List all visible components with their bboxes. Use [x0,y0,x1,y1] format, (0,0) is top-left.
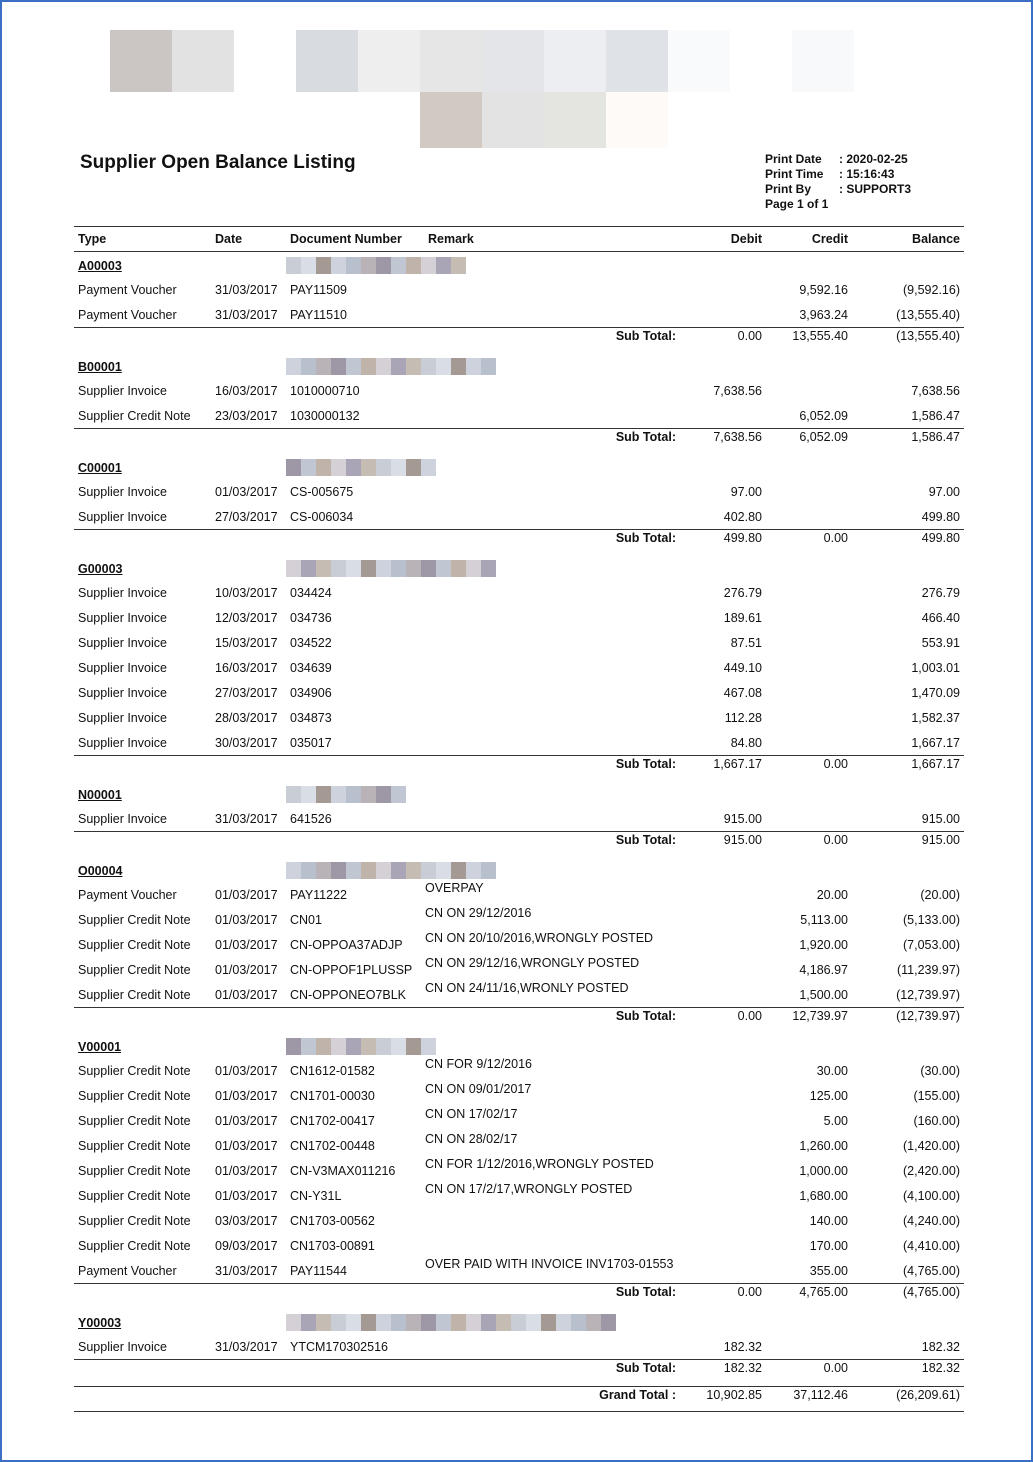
grand-total-balance: (26,209.61) [896,1388,960,1402]
transaction-row [74,1058,964,1083]
subtotal-label: Sub Total: [615,757,676,771]
transaction-row [74,932,964,957]
supplier-header [74,555,964,580]
balance-amount: 1,470.09 [911,686,960,700]
transaction-type: Supplier Credit Note [78,1114,191,1128]
transaction-date: 01/03/2017 [215,1114,278,1128]
balance-amount: 182.32 [921,1340,960,1354]
document-number: 1030000132 [290,409,360,423]
credit-amount: 125.00 [809,1089,848,1103]
transaction-date: 27/03/2017 [215,686,278,700]
balance-amount: 553.91 [921,636,960,650]
debit-amount: 87.51 [730,636,762,650]
balance-amount: (155.00) [913,1089,960,1103]
transaction-date: 01/03/2017 [215,988,278,1002]
transaction-date: 10/03/2017 [215,586,278,600]
transaction-type: Supplier Invoice [78,485,167,499]
credit-amount: 5.00 [823,1114,848,1128]
transaction-date: 31/03/2017 [215,1264,278,1278]
debit-amount: 402.80 [723,510,762,524]
print-info [765,152,911,212]
balance-amount: (5,133.00) [903,913,960,927]
subtotal-row [74,428,964,454]
col-remark: Remark [428,232,474,246]
subtotal-debit: 0.00 [737,329,762,343]
transaction-type: Payment Voucher [78,888,177,902]
transaction-row [74,982,964,1007]
supplier-code[interactable]: O00004 [78,864,123,878]
transaction-row [74,302,964,327]
transaction-date: 30/03/2017 [215,736,278,750]
supplier-name-blurred [286,1314,616,1331]
credit-amount: 30.00 [816,1064,848,1078]
debit-amount: 189.61 [723,611,762,625]
supplier-header [74,252,964,277]
subtotal-debit: 0.00 [737,1285,762,1299]
transaction-row [74,957,964,982]
transaction-type: Payment Voucher [78,283,177,297]
subtotal-row [74,1359,964,1385]
column-header-row [74,226,964,252]
remark: CN ON 17/02/17 [425,1107,518,1121]
balance-amount: (30.00) [920,1064,960,1078]
transaction-type: Supplier Credit Note [78,409,191,423]
transaction-type: Supplier Credit Note [78,1064,191,1078]
balance-amount: 7,638.56 [911,384,960,398]
transaction-row [74,1233,964,1258]
transaction-row [74,907,964,932]
transaction-type: Supplier Invoice [78,384,167,398]
subtotal-label: Sub Total: [615,1009,676,1023]
subtotal-label: Sub Total: [615,1285,676,1299]
supplier-name-blurred [286,459,436,476]
col-credit: Credit [811,232,848,246]
document-number: 035017 [290,736,332,750]
transaction-type: Supplier Invoice [78,1340,167,1354]
credit-amount: 1,000.00 [799,1164,848,1178]
supplier-name-blurred [286,786,406,803]
transaction-date: 01/03/2017 [215,1139,278,1153]
credit-amount: 140.00 [809,1214,848,1228]
supplier-code[interactable]: G00003 [78,562,123,576]
transaction-row [74,403,964,428]
transaction-type: Supplier Invoice [78,586,167,600]
subtotal-row [74,1283,964,1309]
transaction-row [74,1108,964,1133]
transaction-date: 15/03/2017 [215,636,278,650]
remark: CN FOR 9/12/2016 [425,1057,532,1071]
transaction-row [74,1133,964,1158]
balance-amount: (4,240.00) [903,1214,960,1228]
remark: CN ON 09/01/2017 [425,1082,532,1096]
report-table [74,226,964,1412]
balance-amount: (9,592.16) [903,283,960,297]
balance-amount: (4,765.00) [903,1264,960,1278]
remark: CN FOR 1/12/2016,WRONGLY POSTED [425,1157,654,1171]
document-number: 034639 [290,661,332,675]
balance-amount: 499.80 [921,510,960,524]
document-number: CN-Y31L [290,1189,342,1203]
transaction-date: 09/03/2017 [215,1239,278,1253]
document-number: PAY11544 [290,1264,347,1278]
credit-amount: 5,113.00 [800,913,848,927]
transaction-row [74,277,964,302]
subtotal-credit: 6,052.09 [799,430,848,444]
transaction-type: Supplier Invoice [78,812,167,826]
transaction-date: 01/03/2017 [215,1064,278,1078]
subtotal-credit: 0.00 [823,757,848,771]
transaction-date: 16/03/2017 [215,661,278,675]
transaction-type: Supplier Credit Note [78,1214,191,1228]
print-date-value: : 2020-02-25 [839,152,908,166]
debit-amount: 97.00 [730,485,762,499]
debit-amount: 449.10 [723,661,762,675]
transaction-date: 28/03/2017 [215,711,278,725]
transaction-date: 03/03/2017 [215,1214,278,1228]
credit-amount: 1,920.00 [799,938,848,952]
balance-amount: (4,100.00) [903,1189,960,1203]
document-number: CN1702-00417 [290,1114,375,1128]
grand-total-credit: 37,112.46 [793,1388,848,1402]
subtotal-row [74,327,964,353]
remark: CN ON 24/11/16,WRONLY POSTED [425,981,629,995]
document-number: 034522 [290,636,332,650]
subtotal-debit: 0.00 [737,1009,762,1023]
supplier-header [74,857,964,882]
print-by-value: : SUPPORT3 [839,182,912,196]
print-time-label: Print Time [765,167,824,181]
subtotal-debit: 7,638.56 [713,430,762,444]
document-number: YTCM170302516 [290,1340,388,1354]
balance-amount: 1,003.01 [911,661,960,675]
transaction-date: 31/03/2017 [215,812,278,826]
supplier-name-blurred [286,862,496,879]
transaction-row [74,806,964,831]
subtotal-balance: 182.32 [921,1361,960,1375]
credit-amount: 6,052.09 [799,409,848,423]
grand-total-label: Grand Total : [599,1388,676,1402]
supplier-code[interactable]: N00001 [78,788,122,802]
transaction-type: Payment Voucher [78,1264,177,1278]
debit-amount: 467.08 [723,686,762,700]
balance-amount: 466.40 [921,611,960,625]
subtotal-credit: 13,555.40 [792,329,848,343]
col-date: Date [215,232,243,246]
subtotal-label: Sub Total: [615,833,676,847]
subtotal-debit: 1,667.17 [713,757,762,771]
balance-amount: (12,739.97) [896,988,960,1002]
remark: CN ON 28/02/17 [425,1132,518,1146]
subtotal-balance: 915.00 [921,833,960,847]
supplier-name-blurred [286,1038,436,1055]
transaction-row [74,1258,964,1283]
supplier-code[interactable]: Y00003 [78,1316,122,1330]
balance-amount: (4,410.00) [903,1239,960,1253]
document-number: CS-005675 [290,485,354,499]
document-number: CS-006034 [290,510,354,524]
transaction-type: Supplier Credit Note [78,988,191,1002]
document-number: 034424 [290,586,332,600]
subtotal-credit: 4,765.00 [799,1285,848,1299]
debit-amount: 915.00 [723,812,762,826]
subtotal-balance: 1,586.47 [911,430,960,444]
remark: CN ON 17/2/17,WRONGLY POSTED [425,1182,633,1196]
subtotal-balance: 499.80 [921,531,960,545]
transaction-type: Supplier Invoice [78,636,167,650]
supplier-header [74,454,964,479]
transaction-date: 27/03/2017 [215,510,278,524]
transaction-row [74,1083,964,1108]
balance-amount: (160.00) [913,1114,960,1128]
balance-amount: (11,239.97) [896,963,960,977]
print-by-label: Print By [765,182,812,196]
remark: OVER PAID WITH INVOICE INV1703-01553 [425,1257,674,1271]
subtotal-label: Sub Total: [615,1361,676,1375]
subtotal-credit: 0.00 [823,1361,848,1375]
subtotal-label: Sub Total: [615,430,676,444]
subtotal-debit: 499.80 [723,531,762,545]
transaction-type: Supplier Credit Note [78,913,191,927]
document-number: CN1703-00562 [290,1214,375,1228]
document-number: 034736 [290,611,332,625]
subtotal-balance: 1,667.17 [911,757,960,771]
transaction-row [74,730,964,755]
report-body [74,252,964,1385]
document-number: PAY11510 [290,308,347,322]
transaction-row [74,605,964,630]
col-debit: Debit [730,232,762,246]
transaction-row [74,630,964,655]
balance-amount: 1,582.37 [911,711,960,725]
subtotal-label: Sub Total: [615,329,676,343]
debit-amount: 112.28 [724,711,762,725]
subtotal-credit: 0.00 [823,833,848,847]
document-number: CN-OPPOF1PLUSSP [290,963,413,977]
transaction-date: 16/03/2017 [215,384,278,398]
remark: CN ON 29/12/2016 [425,906,532,920]
supplier-name-blurred [286,560,496,577]
transaction-type: Supplier Credit Note [78,1189,191,1203]
transaction-date: 31/03/2017 [215,308,278,322]
balance-amount: (7,053.00) [903,938,960,952]
supplier-header [74,353,964,378]
transaction-date: 23/03/2017 [215,409,278,423]
grand-total-debit: 10,902.85 [706,1388,762,1402]
transaction-date: 01/03/2017 [215,1164,278,1178]
credit-amount: 9,592.16 [799,283,848,297]
credit-amount: 1,680.00 [799,1189,848,1203]
document-number: CN01 [290,913,322,927]
supplier-code[interactable]: C00001 [78,461,122,475]
debit-amount: 276.79 [723,586,762,600]
transaction-row [74,580,964,605]
transaction-row [74,1334,964,1359]
transaction-type: Supplier Invoice [78,711,167,725]
document-number: 641526 [290,812,332,826]
transaction-date: 01/03/2017 [215,938,278,952]
subtotal-credit: 0.00 [823,531,848,545]
supplier-name-blurred [286,358,496,375]
subtotal-label: Sub Total: [615,531,676,545]
grand-total-row [74,1386,964,1412]
transaction-row [74,1158,964,1183]
transaction-date: 01/03/2017 [215,888,278,902]
transaction-date: 01/03/2017 [215,1189,278,1203]
document-number: 034873 [290,711,332,725]
transaction-type: Supplier Invoice [78,686,167,700]
subtotal-balance: (4,765.00) [903,1285,960,1299]
col-document-number: Document Number [290,232,402,246]
document-number: PAY11222 [290,888,347,902]
page-number: Page 1 of 1 [765,197,829,211]
debit-amount: 182.32 [723,1340,762,1354]
transaction-type: Payment Voucher [78,308,177,322]
balance-amount: 97.00 [928,485,960,499]
supplier-header [74,781,964,806]
transaction-date: 01/03/2017 [215,913,278,927]
document-number: CN1612-01582 [290,1064,375,1078]
transaction-row [74,1208,964,1233]
document-number: 1010000710 [290,384,360,398]
transaction-row [74,655,964,680]
credit-amount: 355.00 [809,1264,848,1278]
col-balance: Balance [912,232,960,246]
subtotal-row [74,831,964,857]
remark: CN ON 20/10/2016,WRONGLY POSTED [425,931,654,945]
transaction-row [74,882,964,907]
debit-amount: 7,638.56 [713,384,762,398]
balance-amount: 915.00 [921,812,960,826]
subtotal-debit: 915.00 [723,833,762,847]
balance-amount: (13,555.40) [896,308,960,322]
supplier-name-blurred [286,257,466,274]
transaction-type: Supplier Credit Note [78,963,191,977]
document-number: CN1701-00030 [290,1089,375,1103]
col-type: Type [78,232,107,246]
transaction-date: 01/03/2017 [215,1089,278,1103]
balance-amount: (2,420.00) [903,1164,960,1178]
credit-amount: 3,963.24 [799,308,848,322]
transaction-row [74,705,964,730]
transaction-type: Supplier Invoice [78,736,167,750]
supplier-code[interactable]: V00001 [78,1040,122,1054]
print-date-label: Print Date [765,152,822,166]
transaction-type: Supplier Credit Note [78,1164,191,1178]
credit-amount: 1,260.00 [799,1139,848,1153]
supplier-header [74,1309,964,1334]
balance-amount: 1,667.17 [911,736,960,750]
transaction-type: Supplier Invoice [78,510,167,524]
supplier-code[interactable]: A00003 [78,259,122,273]
subtotal-balance: (12,739.97) [896,1009,960,1023]
transaction-type: Supplier Invoice [78,661,167,675]
document-number: CN1702-00448 [290,1139,375,1153]
document-number: PAY11509 [290,283,347,297]
transaction-date: 01/03/2017 [215,485,278,499]
transaction-type: Supplier Credit Note [78,938,191,952]
transaction-date: 31/03/2017 [215,283,278,297]
credit-amount: 1,500.00 [799,988,848,1002]
transaction-type: Supplier Credit Note [78,1139,191,1153]
print-time-value: : 15:16:43 [839,167,895,181]
balance-amount: 276.79 [921,586,960,600]
transaction-date: 01/03/2017 [215,963,278,977]
document-number: CN-V3MAX011216 [290,1164,396,1178]
remark: OVERPAY [425,881,484,895]
subtotal-row [74,1007,964,1033]
balance-amount: (1,420.00) [903,1139,960,1153]
subtotal-row [74,529,964,555]
transaction-date: 12/03/2017 [215,611,278,625]
transaction-type: Supplier Credit Note [78,1089,191,1103]
subtotal-balance: (13,555.40) [896,329,960,343]
credit-amount: 4,186.97 [799,963,848,977]
remark: CN ON 29/12/16,WRONGLY POSTED [425,956,640,970]
subtotal-credit: 12,739.97 [792,1009,848,1023]
report-title: Supplier Open Balance Listing [80,152,356,173]
subtotal-debit: 182.32 [723,1361,762,1375]
transaction-row [74,479,964,504]
subtotal-row [74,755,964,781]
balance-amount: (20.00) [920,888,960,902]
debit-amount: 84.80 [730,736,762,750]
transaction-type: Supplier Invoice [78,611,167,625]
transaction-type: Supplier Credit Note [78,1239,191,1253]
document-number: 034906 [290,686,332,700]
document-number: CN-OPPONEO7BLK [290,988,407,1002]
transaction-row [74,378,964,403]
supplier-header [74,1033,964,1058]
document-number: CN-OPPOA37ADJP [290,938,403,952]
credit-amount: 20.00 [816,888,848,902]
supplier-code[interactable]: B00001 [78,360,122,374]
document-number: CN1703-00891 [290,1239,375,1253]
transaction-row [74,504,964,529]
transaction-date: 31/03/2017 [215,1340,278,1354]
transaction-row [74,680,964,705]
balance-amount: 1,586.47 [911,409,960,423]
transaction-row [74,1183,964,1208]
credit-amount: 170.00 [809,1239,848,1253]
